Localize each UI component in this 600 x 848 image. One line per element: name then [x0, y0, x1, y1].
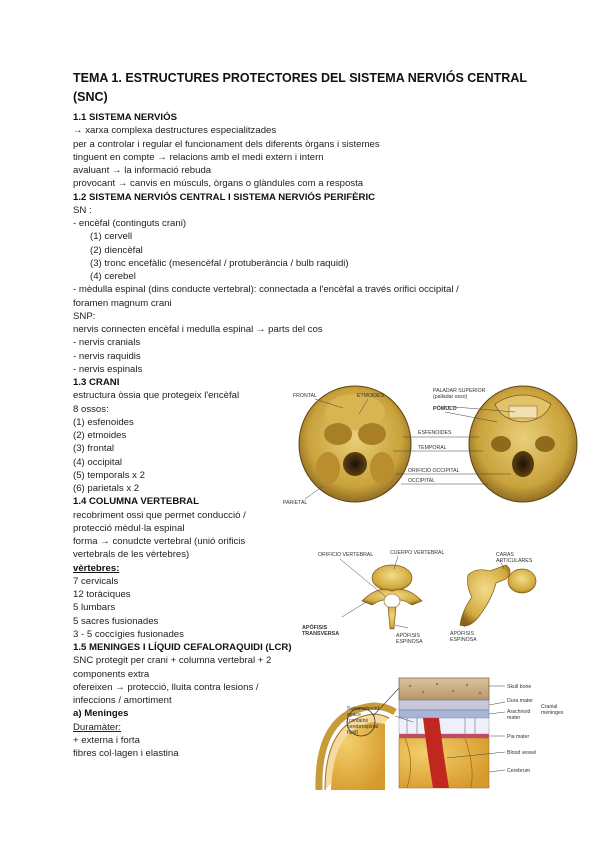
- text-line: fibres col·lagen i elastina: [73, 748, 179, 759]
- text-line: SN :: [73, 204, 92, 216]
- label-etmoides: ETMOIDES: [357, 393, 385, 399]
- text-line: 3 - 5 coccígies fusionades: [73, 628, 184, 640]
- text-line: avaluant → la informació rebuda: [73, 165, 212, 176]
- label-esfenoides: ESFENOIDES: [418, 430, 452, 436]
- text-line: provocant → canvis en músculs, òrgans o glàndules com a resposta: [73, 178, 364, 190]
- text-line: SNC protegit per crani + columna vertebral + 2: [73, 655, 272, 667]
- label-cerebrum: Cerebrum: [507, 768, 531, 774]
- label-apofisis-espinosa-2: APÓFISIS ESPINOSA: [450, 631, 477, 643]
- label-pia-mater: Pia mater: [507, 734, 530, 740]
- text-line: protecció mèdul·la espinal: [73, 522, 185, 534]
- label-cuerpo-vertebral: CUERPO VERTEBRAL: [390, 550, 445, 556]
- label-paladar: PALADAR SUPERIOR (palladar osso): [433, 388, 486, 400]
- vertebra-figure: [300, 545, 550, 650]
- vertebra-side-image: [460, 565, 536, 626]
- text-line: + externa i forta: [73, 734, 140, 746]
- label-caras-articulares: CARAS ARTICULARES: [496, 552, 533, 564]
- text-line: vertebrals de les vèrtebres): [73, 549, 190, 561]
- text-line: 12 toràciques: [73, 589, 131, 600]
- label-arachnoid-mater: Arachnoid mater: [507, 709, 531, 721]
- text-line: (6) parietals x 2: [73, 483, 140, 494]
- text-line: estructura òssia que protegeix l'encèfal: [73, 390, 240, 402]
- label-cranial-meninges: Cranial meninges: [541, 704, 564, 716]
- section-heading: 1.1 SISTEMA NERVIÓS: [73, 112, 177, 123]
- label-orificio-occipital: ORIFICIO OCCIPITAL: [408, 468, 460, 474]
- section-heading: a) Meninges: [73, 708, 129, 720]
- text-line: (5) temporals x 2: [73, 469, 145, 481]
- text-line: - nervis espinals: [73, 363, 143, 375]
- text-line: (1) cervell: [90, 231, 133, 243]
- text-line: 5 sacres fusionades: [73, 615, 159, 627]
- text-line: - encèfal (continguts crani): [73, 218, 187, 229]
- text-line: foramen magnum crani: [73, 297, 172, 309]
- text-line: components extra: [73, 668, 150, 680]
- text-line: (3) tronc encefàlic (mesencèfal / protuberància / bulb raquidi): [90, 257, 349, 269]
- label-apofisis-transversa: APÓFISIS TRANSVERSA: [302, 625, 340, 637]
- text-line: (3) frontal: [73, 443, 115, 455]
- text-line: ofereixen → protecció, lluita contra lesions /: [73, 681, 259, 693]
- vertebra-top-image: [362, 565, 422, 629]
- text-line: 8 ossos:: [73, 403, 109, 415]
- label-orificio-vertebral: ORIFICIO VERTEBRAL: [318, 552, 374, 558]
- text-line: 7 cervicals: [73, 575, 119, 587]
- text-line: (2) etmoides: [73, 430, 127, 441]
- label-skull-bone: Skull bone: [507, 684, 532, 690]
- text-line: nervis connecten encèfal i medulla espinal → parts del cos: [73, 324, 323, 335]
- section-heading: 1.2 SISTEMA NERVIÓS CENTRAL I SISTEMA NERVIÓS PERIFÈRIC: [73, 191, 376, 203]
- text-line: → xarxa complexa destructures especialitzades: [73, 125, 277, 137]
- label-temporal: TEMPORAL: [418, 445, 447, 451]
- section-heading: 1.4 COLUMNA VERTEBRAL: [73, 496, 199, 508]
- head-outline-image: [319, 688, 399, 790]
- text-line: per a controlar i regular el funcionament dels diferents òrgans i sistemes: [73, 138, 380, 150]
- text-line: recobriment ossi que permet conducció /: [73, 509, 246, 521]
- page-title: TEMA 1. ESTRUCTURES PROTECTORES DEL SISTEMA NERVIÓS CENTRAL (SNC): [73, 71, 527, 104]
- meninges-figure: [315, 672, 585, 790]
- text-line: (4) cerebel: [90, 271, 136, 282]
- text-line: - mèdulla espinal (dins conducte vertebral): connectada a l'encèfal a través orifici occipital /: [73, 284, 459, 296]
- section-heading: 1.5 MENINGES I LÍQUID CEFALORAQUIDI (LCR): [73, 642, 292, 653]
- label-parietal: PARIETAL: [283, 500, 308, 506]
- skull-figure: [283, 382, 595, 508]
- text-line: tinguent en compte → relacions amb el medi extern i intern: [73, 151, 324, 163]
- label-subarachnoid-space: Subarachnoid space (contains cerebrospinal fluid): [347, 706, 380, 736]
- label-apofisis-espinosa-1: APÓFISIS ESPINOSA: [396, 633, 423, 645]
- label-dura-mater: Dura mater: [507, 698, 533, 704]
- text-line: (2) diencèfal: [90, 244, 143, 256]
- label-blood-vessel: Blood vessel: [507, 750, 537, 756]
- text-line: - nervis cranials: [73, 337, 141, 349]
- text-line: Duramàter:: [73, 721, 121, 733]
- label-pomulo: PÓMULO: [433, 406, 457, 412]
- text-line: SNP:: [73, 310, 96, 322]
- text-line: 5 lumbars: [73, 602, 116, 614]
- text-line: - nervis raquidis: [73, 350, 141, 362]
- label-frontal: FRONTAL: [293, 393, 317, 399]
- text-line: forma → conudcte vertebral (unió orificis: [73, 536, 246, 547]
- text-line: (1) esfenoides: [73, 416, 134, 428]
- label-occipital: OCCIPITAL: [408, 478, 435, 484]
- text-line: (4) occipital: [73, 456, 123, 468]
- section-heading: vèrtebres:: [73, 562, 120, 574]
- section-heading: 1.3 CRANI: [73, 377, 120, 388]
- text-line: infeccions / amortiment: [73, 695, 172, 706]
- meninges-layers-image: [399, 678, 489, 788]
